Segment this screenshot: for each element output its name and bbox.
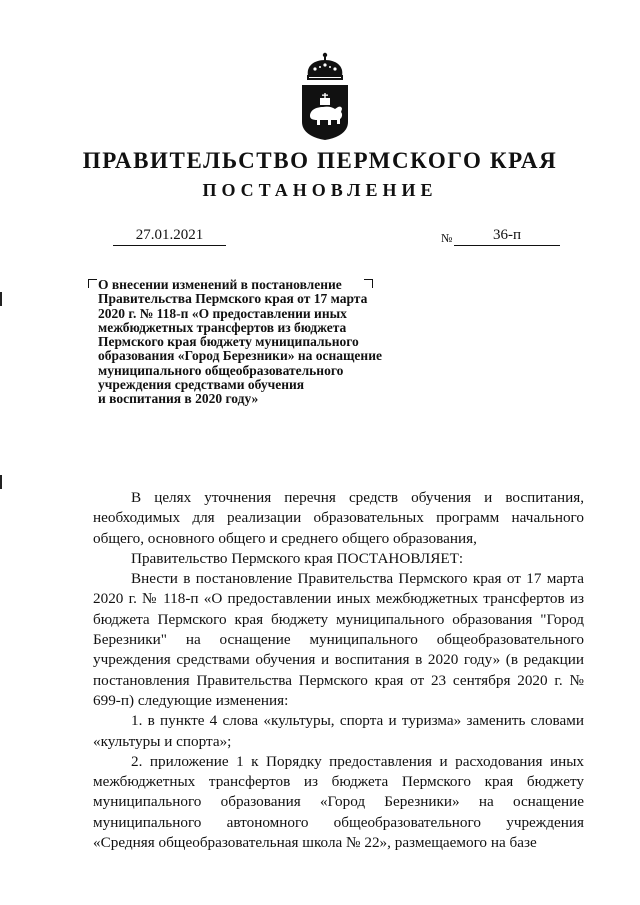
subject-bracket-left: [88, 279, 97, 288]
government-title: ПРАВИТЕЛЬСТВО ПЕРМСКОГО КРАЯ: [82, 148, 558, 173]
document-subject: [98, 278, 418, 407]
body-paragraph: Внести в постановление Правительства Пермского края от 17 марта 2020 г. № 118-п «О предоставлении иных межбюджетных трансфертов из бюджета Пермского края бюджету муниципального образования "Город Березники" на оснащение муниципального общеобразовательного учреждения средствами обучения и воспитания в 2020 году» (в редакции постановления Правительства Пермского края от 23 сентября 2020 г. № 699-п) следующие изменения:: [93, 570, 584, 709]
body-paragraph: Правительство Пермского края ПОСТАНОВЛЯЕТ:: [131, 549, 464, 567]
subject-line: учреждения средствами обучения: [98, 377, 305, 393]
body-paragraph: 1. в пункте 4 слова «культуры, спорта и туризма» заменить словами «культуры и спорта»;: [93, 712, 584, 750]
subject-line: 2020 г. № 118-п «О предоставлении иных: [98, 305, 347, 321]
document-type: ПОСТАНОВЛЕНИЕ: [202, 180, 438, 200]
number-sign: №: [441, 231, 453, 245]
subject-line: Правительства Пермского края от 17 марта: [98, 291, 368, 307]
subject-line: межбюджетных трансфертов из бюджета: [98, 319, 347, 335]
margin-scan-mark: [0, 475, 2, 489]
margin-scan-mark: [0, 292, 2, 306]
document-date: 27.01.2021: [113, 226, 226, 246]
body-paragraph: 2. приложение 1 к Порядку предоставления и расходования иных межбюджетных трансфертов из бюджета Пермского края бюджету муниципального образования «Город Березники» на оснащение муниципального автономного общеобразовательного учреждения «Средняя общеобразовательная школа № 22», размещаемого на базе: [93, 752, 584, 852]
document-number: 36-п: [454, 226, 560, 246]
subject-line: О внесении изменений в постановление: [98, 277, 342, 292]
subject-line: Пермского края бюджету муниципального: [98, 334, 359, 350]
body-paragraph: В целях уточнения перечня средств обучения и воспитания, необходимых для реализации образовательных программ начального общего, основного общего и среднего общего образования,: [93, 489, 584, 547]
subject-line: и воспитания в 2020 году»: [98, 391, 259, 407]
subject-line: образования «Город Березники» на оснащение: [98, 348, 382, 364]
subject-line: муниципального общеобразовательного: [98, 362, 344, 378]
document-body: [93, 488, 584, 853]
perm-krai-coat-of-arms-icon: [296, 52, 354, 142]
